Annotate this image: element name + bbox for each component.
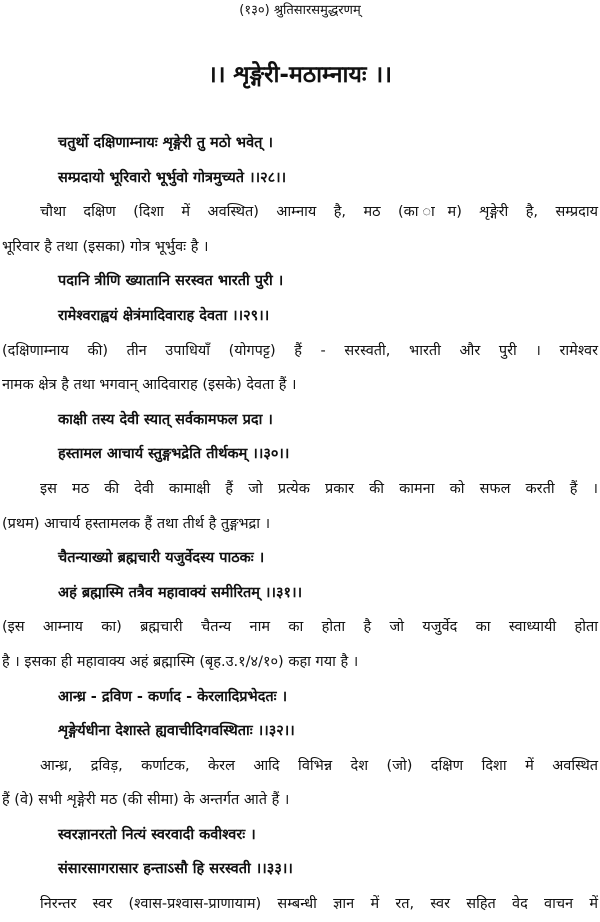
commentary-line: नामक क्षेत्र है तथा भगवान् आदिवाराह (इसके) देवता हैं । [2, 377, 297, 394]
chapter-title: ।। शृङ्गेरी-मठाम्नायः ।। [208, 62, 392, 88]
commentary-line: आन्ध्र, द्रविड़, कर्णाटक, केरल आदि विभिन्न देश (जो) दक्षिण दिशा में अवस्थित [40, 757, 598, 774]
commentary-line: (प्रथम) आचार्य हस्तामलक हैं तथा तीर्थ है तुङ्गभद्रा । [2, 515, 271, 532]
commentary-line: निरन्तर स्वर (श्वास-प्रश्वास-प्राणायाम) सम्बन्धी ज्ञान में रत, स्वर सहित वेद वाचन में [40, 896, 598, 913]
verse-line: हस्तामल आचार्य स्तुङ्गभद्रेति तीर्थकम् ।।३०।। [58, 446, 290, 463]
verse-line: अहं ब्रह्मास्मि तत्रैव महावाक्यं समीरितम् ।।३१।। [58, 584, 303, 601]
verse-line: पदानि त्रीणि ख्यातानि सरस्वत भारती पुरी । [58, 273, 284, 290]
verse-line: काक्षी तस्य देवी स्यात् सर्वकामफल प्रदा । [58, 411, 273, 428]
commentary-line: हैं (वे) सभी शृङ्गेरी मठ (की सीमा) के अन्तर्गत आते हैं । [2, 792, 290, 809]
commentary-line: है । इसका ही महावाक्य अहं ब्रह्मास्मि (बृह.उ.१/४/१०) कहा गया है । [2, 653, 359, 670]
verse-line: चतुर्थो दक्षिणाम्नायः शृङ्गेरी तु मठो भवेत् । [58, 135, 273, 151]
commentary-line: चौथा दक्षिण (दिशा में अवस्थित) आम्नाय है, मठ (का ाम) शृङ्गेरी है, सम्प्रदाय [40, 204, 598, 221]
commentary-line: (इस आम्नाय का) ब्रह्मचारी चैतन्य नाम का होता है जो यजुर्वेद का स्वाध्यायी होता [2, 619, 598, 636]
verse-line: शृङ्गेर्यधीना देशास्ते ह्यवाचीदिगवस्थिताः ।।३२।। [58, 723, 295, 740]
verse-line: संसारसागरासार हन्ताऽसौ हि सरस्वती ।।३३।। [58, 861, 293, 878]
verse-line: चैतन्याख्यो ब्रह्मचारी यजुर्वेदस्य पाठकः । [58, 550, 265, 567]
commentary-line: भूरिवार है तथा (इसका) गोत्र भूर्भुवः है । [2, 238, 209, 255]
page-body [0, 126, 600, 922]
verse-line: स्वरज्ञानरतो नित्यं स्वरवादी कवीश्वरः । [58, 826, 256, 843]
verse-line: आन्ध्र - द्रविण - कर्णाद - केरलादिप्रभेदतः । [58, 688, 288, 705]
commentary-line: (दक्षिणाम्नाय की) तीन उपाधियाँ (योगपट्ट) हैं - सरस्वती, भारती और पुरी । रामेश्वर [2, 342, 598, 359]
commentary-line: इस मठ की देवी कामाक्षी हैं जो प्रत्येक प्रकार की कामना को सफल करती हैं । [40, 480, 598, 497]
verse-line: रामेश्वराह्वयं क्षेत्रंमादिवाराह देवता ।।२९।। [58, 307, 270, 324]
verse-line: सम्प्रदायो भूरिवारो भूर्भुवो गोत्रमुच्यते ।।२८।। [58, 169, 287, 186]
running-head: (१३०) श्रुतिसारसमुद्धरणम् [239, 3, 361, 18]
